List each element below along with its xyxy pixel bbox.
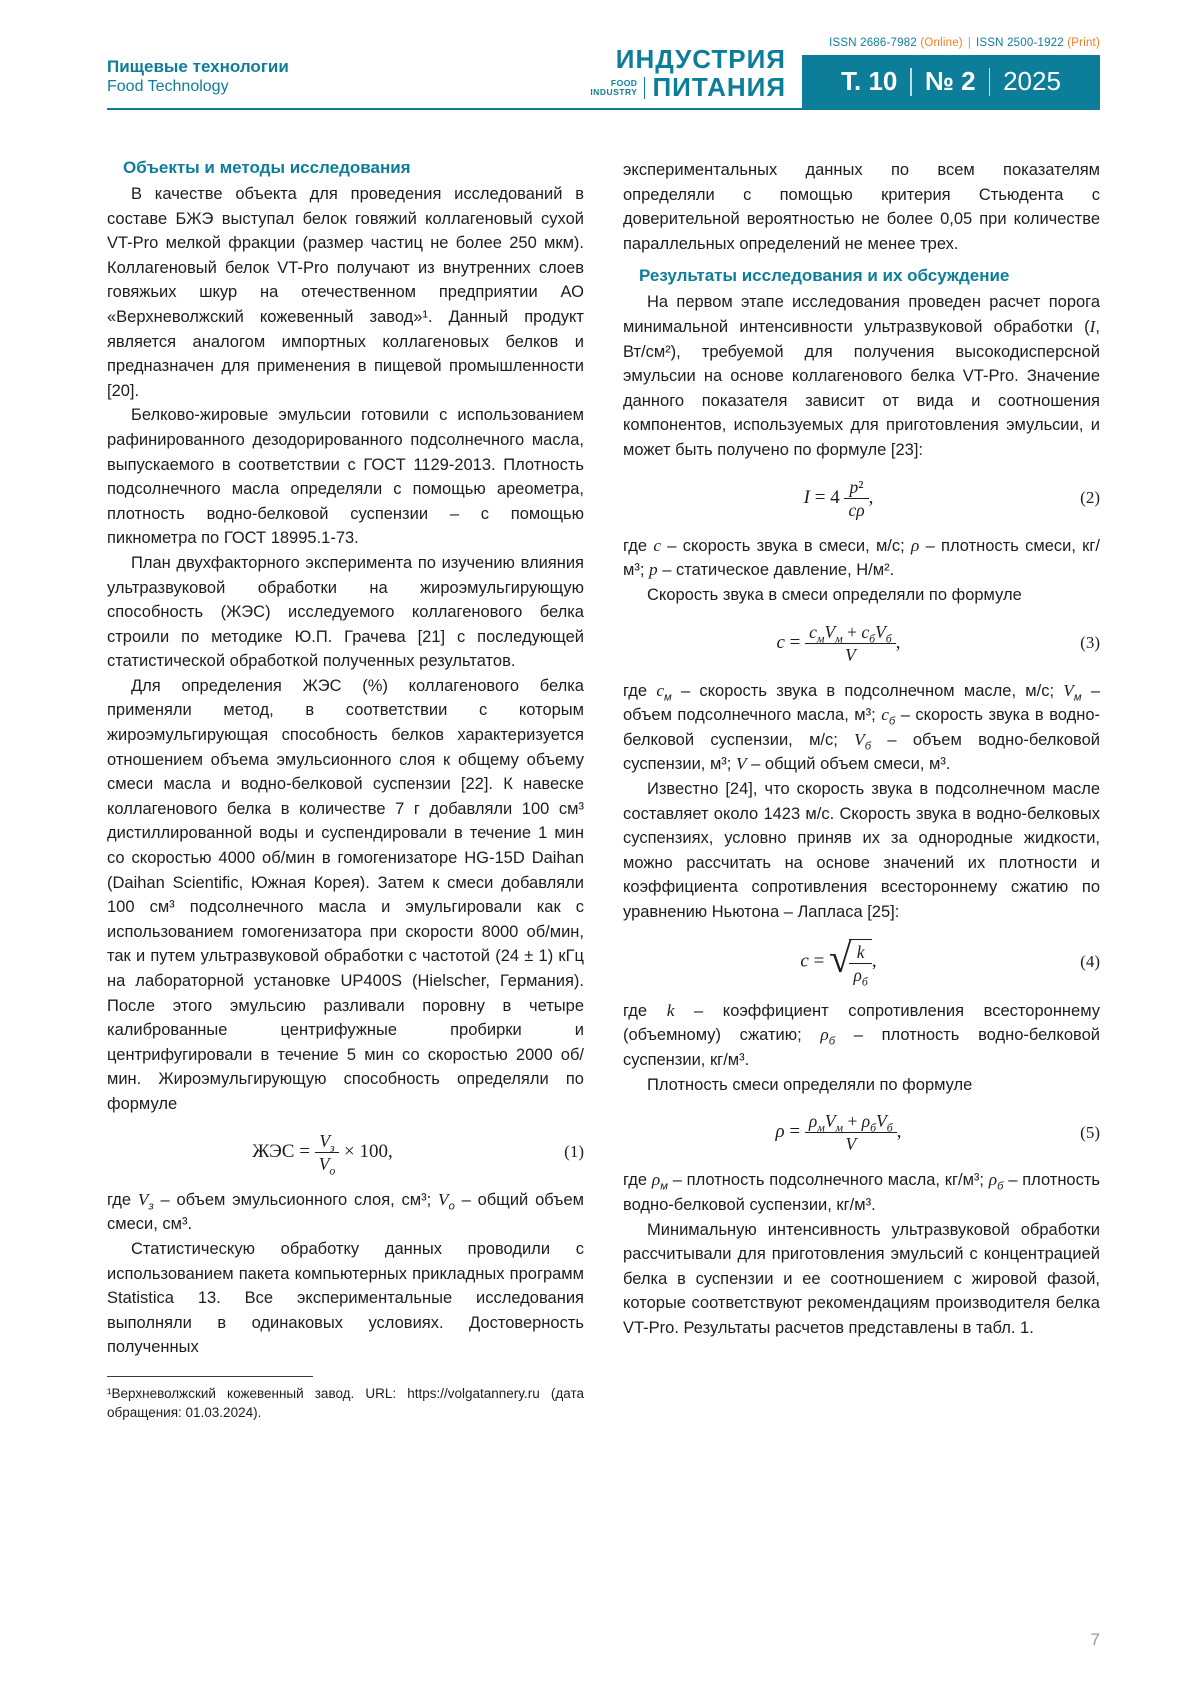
logo-divider: [644, 77, 645, 99]
journal-title-ru-line1: ИНДУСТРИЯ: [615, 44, 786, 74]
equation-4-body: c = √ $\frac{k}{\rho_б}$ ,: [800, 936, 877, 989]
volume-issue: № 2: [924, 66, 976, 96]
equation-3-number: (3): [1080, 633, 1100, 653]
footnote-suffix: (дата обращения: 01.03.2024).: [107, 1385, 584, 1420]
paragraph: Белково-жировые эмульсии готовили с использованием рафинированного дезодорированного подсолнечного масла, выпускаемого в соответствии с ГОСТ 1129-2013. Плотность подсолнечного масла определяли с помощью ареометра, плотность водно-белковой суспензии – с помощью пикнометра по ГОСТ 18995.1-73.: [107, 406, 584, 548]
article-body: [107, 158, 1100, 1422]
paragraph: План двухфакторного эксперимента по изучению влияния ультразвуковой обработки на жироэмульгирующую способность (ЖЭС) исследуемого коллагенового белка строили по методике Ю.П. Грачева [21] с последующей статистической обработкой полученных результатов.: [107, 553, 584, 671]
section-heading-methods: Объекты и методы исследования: [123, 158, 411, 177]
journal-title-en-line2: INDUSTRY: [590, 86, 638, 97]
issn-print-number: ISSN 2500-1922: [976, 37, 1064, 49]
equation-2: [623, 477, 1100, 520]
section-heading-results: Результаты исследования и их обсуждение: [639, 266, 1010, 286]
paragraph-where: где k – коэффициент сопротивления всестороннему (объемному) сжатию; $\rho_б$ – плотность водно-белковой суспензии, кг/м³.: [623, 1000, 1101, 1069]
rubric-title-ru: Пищевые технологии: [107, 57, 289, 76]
paragraph-where: где c – скорость звука в смеси, м/с; ρ – плотность смеси, кг/м³; p – статическое давление, Н/м².: [623, 535, 1101, 580]
footnote-text: [107, 1384, 584, 1422]
paragraph: Скорость звука в смеси определяли по формуле: [647, 585, 1022, 604]
sqrt-radical-icon: √: [829, 936, 852, 982]
equation-1-number: (1): [564, 1142, 584, 1162]
paragraph-continuation: экспериментальных данных по всем показателям определяли с помощью критерия Стьюдента с доверительной вероятностью не более 0,05 при количестве параллельных определений не менее трех.: [623, 161, 1100, 253]
equation-5: [623, 1111, 1100, 1154]
issn-online-label: (Online): [920, 37, 963, 49]
issn-online-number: ISSN 2686-7982: [829, 37, 917, 49]
volume-tome: Т. 10: [841, 66, 898, 96]
paragraph: Плотность смеси определяли по формуле: [647, 1075, 973, 1094]
equation-5-body: ρ = $\frac{\rho_мV_м + \rho_бV_б}{V}$ ,: [775, 1111, 902, 1155]
paragraph: В качестве объекта для проведения исследований в составе БЖЭ выступал белок говяжий коллагеновый сухой VT-Pro мелкой фракции (размер частиц не более 250 мкм). Коллагеновый белок VT-Pro получают из внутренних слоев говяжьих шкур на отечественном предприятии АО «Верхневолжский кожевенный завод»¹. Данный продукт является аналогом импортных коллагеновых белков и предназначен для применения в пищевой промышленности [20].: [107, 185, 584, 400]
paragraph: Для определения ЖЭС (%) коллагенового белка применяли метод, в соответствии с которым жироэмульгирующая способность белков характеризуется отношением объема эмульсионного слоя к общему объему смеси масла и водно-белковой суспензии [22]. К навеске коллагенового белка в количестве 7 г добавляли 100 см³ дистиллированной воды и суспендировали в течение 1 мин со скоростью 4000 об/мин в гомогенизаторе HG-15D Daihan (Daihan Scientific, Южная Корея). Затем к смеси добавляли 100 см³ подсолнечного масла и эмульгировали как с использованием гомогенизатора при скорости 8000 об/мин, так и путем ультразвуковой обработки с частотой (24 ± 1) кГц на лабораторной установке UP400S (Hielscher, Германия). После этого эмульсию разливали поровну в четыре калиброванные центрифужные пробирки и центрифугировали в течение 5 мин со скоростью 2000 об/мин. Жироэмульгирующую способность определяли по формуле: [107, 676, 584, 1113]
issn-print-label: (Print): [1067, 37, 1100, 49]
footnote-rule: [107, 1376, 313, 1377]
paragraph-where: где $\rho_м$ – плотность подсолнечного масла, кг/м³; $\rho_б$ – плотность водно-белковой суспензии, кг/м³.: [623, 1170, 1101, 1214]
equation-1-body: ЖЭС = $\frac{V_з}{V_о}$ × 100,: [252, 1130, 393, 1178]
volume-separator: [910, 68, 912, 96]
volume-year: 2025: [1003, 66, 1061, 96]
journal-title-en: [590, 79, 637, 98]
page-number: 7: [1090, 1630, 1100, 1649]
column-left: [107, 158, 584, 1422]
paragraph: Известно [24], что скорость звука в подсолнечном масле составляет около 1423 м/с. Скорость звука в водно-белковых суспензиях, условно приняв их за однородные жидкости, можно рассчитать на основе значений их плотности и коэффициента сопротивления всестороннему сжатию по уравнению Ньютона – Лапласа [25]:: [623, 780, 1100, 922]
column-right: [623, 158, 1100, 1422]
equation-5-number: (5): [1080, 1122, 1100, 1142]
paragraph-where: где $c_м$ – скорость звука в подсолнечном масле, м/с; $V_м$ – объем подсолнечного масла, м³; $c_б$ – скорость звука в водно-белковой суспензии, м/с; $V_б$ – объем водно-белковой суспензии, м³; V – общий объем смеси, м³.: [623, 680, 1101, 774]
journal-logo: [590, 46, 786, 102]
journal-title-en-line1: FOOD: [610, 77, 638, 88]
equation-4-number: (4): [1080, 951, 1100, 971]
paragraph: На первом этапе исследования проведен расчет порога минимальной интенсивности ультразвуковой обработки (I, Вт/см²), требуемой для получения высокодисперсной эмульсии на основе коллагенового белка VT-Pro. Значение данного показателя зависит от вида и соотношения компонентов, используемых для приготовления эмульсии, и может быть получено по формуле [23]:: [623, 293, 1100, 459]
volume-issue-badge: [802, 55, 1100, 108]
rubric-title-en: Food Technology: [107, 78, 229, 96]
footnote-url[interactable]: https://volgatannery.ru: [407, 1385, 540, 1401]
equation-3-body: c = $\frac{c_мV_м + c_бV_б}{V}$ ,: [776, 621, 901, 665]
issn-line: [829, 37, 1100, 49]
footnote-prefix: ¹Верхневолжский кожевенный завод. URL:: [107, 1385, 408, 1401]
equation-4: [623, 936, 1100, 989]
equation-1: [107, 1130, 584, 1178]
equation-2-number: (2): [1080, 488, 1100, 508]
header-rule: [107, 108, 1100, 110]
paragraph-where: где $V_з$ – объем эмульсионного слоя, см³; $V_о$ – общий объем смеси, см³.: [107, 1189, 584, 1234]
journal-title-ru-line2: ПИТАНИЯ: [652, 72, 786, 103]
rubric-block: [107, 56, 289, 97]
equation-3: [623, 622, 1100, 665]
equation-2-body: I = 4 $\frac{\text{p²}}{c\rho}$ ,: [803, 476, 874, 520]
paragraph: Минимальную интенсивность ультразвуковой обработки рассчитывали для приготовления эмульсий с концентрацией белка в суспензии и ее соотношением с жировой фазой, которые соответствуют рекомендациям производителя белка VT-Pro. Результаты расчетов представлены в табл. 1.: [623, 1220, 1100, 1337]
paragraph: Статистическую обработку данных проводили с использованием пакета компьютерных прикладных программ Statistica 13. Все экспериментальные исследования выполняли в одинаковых условиях. Достоверность полученных: [107, 1239, 584, 1357]
volume-separator: [989, 68, 991, 96]
issn-separator: |: [967, 37, 972, 49]
footnote: [107, 1376, 584, 1422]
